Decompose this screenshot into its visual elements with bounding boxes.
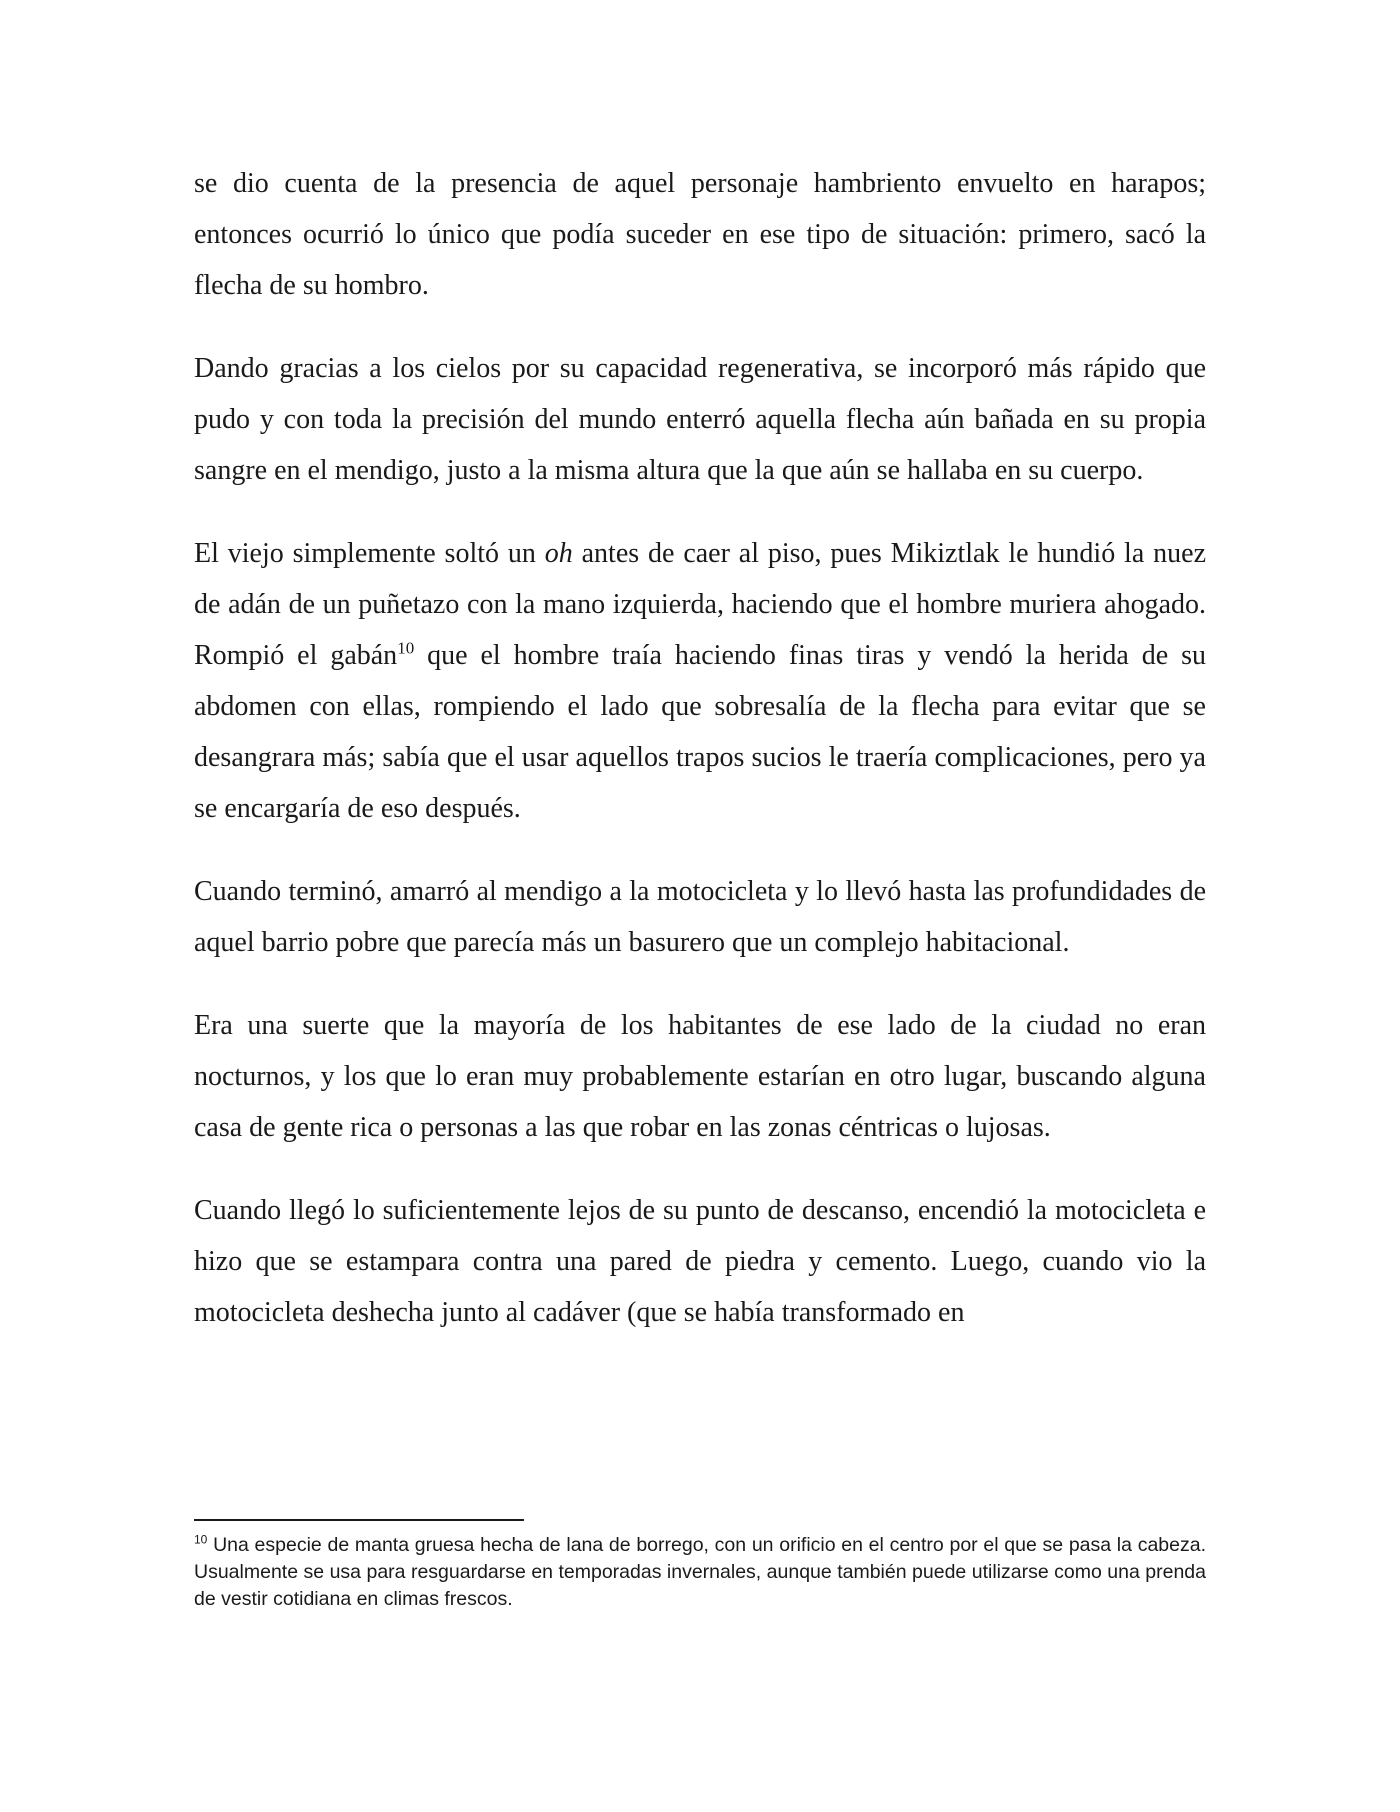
footnote-reference[interactable]: 10	[397, 638, 415, 658]
italic-word: oh	[544, 538, 573, 569]
paragraph-6: Cuando llegó lo suficientemente lejos de su punto de descanso, encendió la motocicleta e hizo que se estampara contra una pared de piedra y cemento. Luego, cuando vio la motocicleta deshecha junto al cadáver (que se había transformado en	[194, 1195, 1206, 1328]
footnote-text: Una especie de manta gruesa hecha de lana de borrego, con un orificio en el centro por el que se pasa la cabeza. Usualmente se usa para resguardarse en temporadas invernales, aunque también puede utilizarse como una prenda de vestir cotidiana en climas frescos.	[194, 1534, 1206, 1610]
paragraph-3-text-b: antes de caer al piso, pues Mikiztlak le hundió la nuez de adán de un puñetazo con la mano izquierda, haciendo que el hombre muriera ahogado. Rompió el gabán	[194, 538, 1206, 671]
body-text	[194, 158, 1206, 1370]
footnote-separator	[194, 1519, 524, 1521]
footnote-number: 10	[194, 1532, 208, 1547]
footnote	[194, 1532, 1206, 1613]
paragraph-3-text-a: El viejo simplemente soltó un	[194, 538, 545, 569]
paragraph-4: Cuando terminó, amarró al mendigo a la motocicleta y lo llevó hasta las profundidades de aquel barrio pobre que parecía más un basurero que un complejo habitacional.	[194, 876, 1206, 958]
paragraph-3	[194, 528, 1206, 834]
paragraph-5: Era una suerte que la mayoría de los habitantes de ese lado de la ciudad no eran nocturnos, y los que lo eran muy probablemente estarían en otro lugar, buscando alguna casa de gente rica o personas a las que robar en las zonas céntricas o lujosas.	[194, 1010, 1206, 1143]
paragraph-1: se dio cuenta de la presencia de aquel personaje hambriento envuelto en harapos; entonces ocurrió lo único que podía suceder en ese tipo de situación: primero, sacó la flecha de su hombro.	[194, 168, 1206, 301]
paragraph-3-text-c: que el hombre traía haciendo finas tiras y vendó la herida de su abdomen con ellas, rompiendo el lado que sobresalía de la flecha para evitar que se desangrara más; sabía que el usar aquellos trapos sucios le traería complicaciones, pero ya se encargaría de eso después.	[194, 640, 1206, 824]
paragraph-2: Dando gracias a los cielos por su capacidad regenerativa, se incorporó más rápido que pudo y con toda la precisión del mundo enterró aquella flecha aún bañada en su propia sangre en el mendigo, justo a la misma altura que la que aún se hallaba en su cuerpo.	[194, 353, 1206, 486]
